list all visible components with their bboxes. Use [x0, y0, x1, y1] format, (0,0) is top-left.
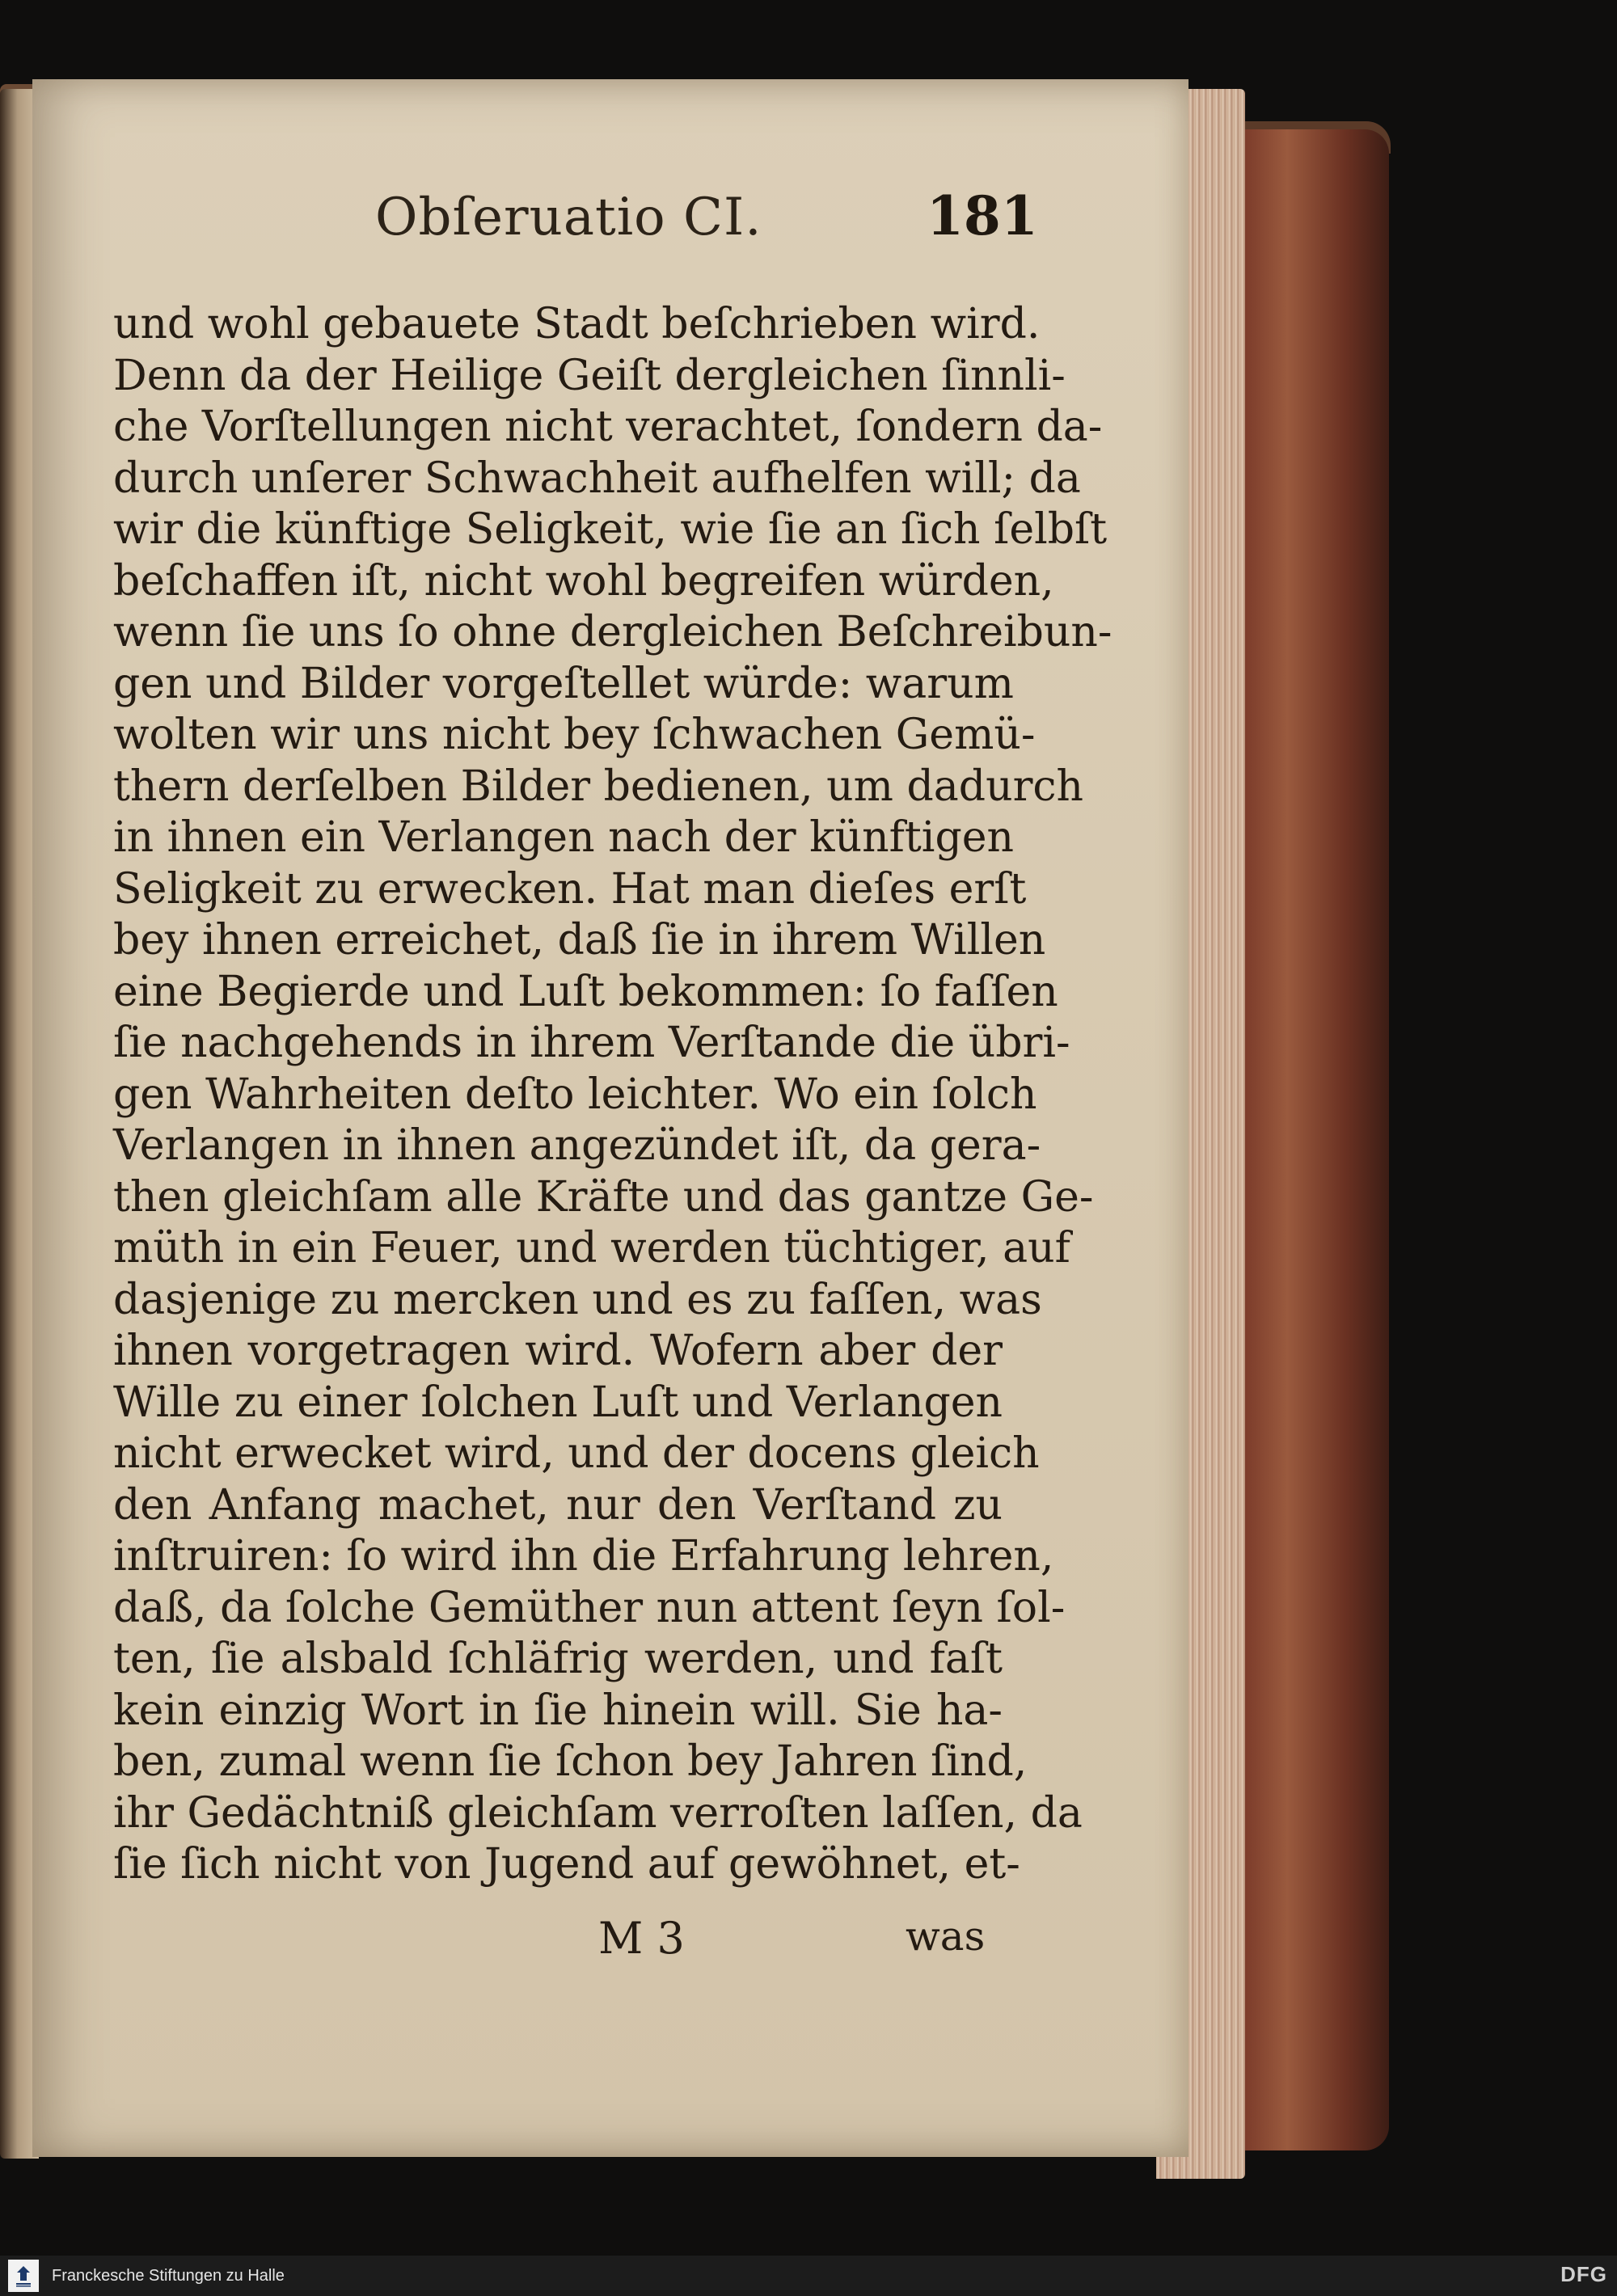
footer-bar [0, 2256, 1617, 2296]
catchword: was [906, 1913, 986, 1960]
text-line: nicht erwecket wird, und der docens gleich [113, 1429, 1040, 1478]
text-line: müth in ein Feuer, und werden tüchtiger, auf [113, 1224, 1070, 1273]
text-line: wir die künftige Seligkeit, wie ſie an ſich ſelbſt [113, 505, 1108, 554]
funder-logo: DFG [1560, 2262, 1607, 2286]
text-line: ihnen vorgetragen wird. Wofern aber der [113, 1327, 1003, 1375]
text-line: then gleichſam alle Kräfte und das gantze Ge- [113, 1172, 1094, 1222]
text-line: Seligkeit zu erwecken. Hat man dieſes erſt [113, 864, 1027, 914]
text-line: che Vorſtellungen nicht verachtet, ſondern da- [113, 403, 1103, 451]
institution-logo-icon [8, 2260, 39, 2292]
text-line: Wille zu einer ſolchen Luſt und Verlangen [113, 1378, 1003, 1427]
text-line: Verlangen in ihnen angezündet iſt, da gera- [113, 1121, 1041, 1170]
text-line: thern derſelben Bilder bedienen, um dadurch [113, 762, 1084, 811]
text-line: ſie nachgehends in ihrem Verſtande die übri- [113, 1019, 1070, 1067]
text-line: inſtruiren: ſo wird ihn die Erfahrung lehren, [113, 1532, 1054, 1581]
text-line: ſie ſich nicht von Jugend auf gewöhnet, et- [113, 1840, 1020, 1889]
text-line: dasjenige zu mercken und es zu faſſen, was [113, 1275, 1042, 1324]
text-line: wenn ſie uns ſo ohne dergleichen Beſchreibun- [113, 608, 1112, 656]
text-line: ben, zumal wenn ſie ſchon bey Jahren ſind, [113, 1737, 1028, 1786]
text-line: Denn da der Heilige Geiſt dergleichen ſinnli- [113, 351, 1066, 400]
institution-name: Franckesche Stiftungen zu Halle [52, 2266, 285, 2285]
text-line: und wohl gebauete Stadt beſchrieben wird. [113, 300, 1041, 348]
text-line: beſchaffen iſt, nicht wohl begreifen würden, [113, 556, 1054, 606]
text-line: gen und Bilder vorgeſtellet würde: warum [113, 659, 1014, 708]
text-line: daß, da ſolche Gemüther nun attent ſeyn ſol- [113, 1583, 1066, 1632]
text-line: gen Wahrheiten deſto leichter. Wo ein ſolch [113, 1070, 1037, 1119]
text-line: den Anfang machet, nur den Verſtand zu [113, 1480, 1003, 1530]
body-text [113, 299, 1112, 1891]
page-number: 181 [927, 184, 1038, 247]
text-line: in ihnen ein Verlangen nach der künftigen [113, 813, 1014, 862]
text-line: bey ihnen erreichet, daß ſie in ihrem Willen [113, 916, 1046, 964]
text-line: ihr Gedächtniß gleichſam verroſten laſſen, da [113, 1788, 1083, 1838]
text-line: kein einzig Wort in ſie hinein will. Sie ha- [113, 1686, 1003, 1735]
text-line: eine Begierde und Luſt bekommen: ſo faſſen [113, 967, 1058, 1016]
running-head: Obſeruatio CI. [375, 188, 762, 247]
text-line: wolten wir uns nicht bey ſchwachen Gemü- [113, 711, 1036, 759]
book-cover-spine [1243, 129, 1389, 2150]
text-line: ten, ſie alsbald ſchläfrig werden, und faſt [113, 1635, 1003, 1683]
text-line: durch unſerer Schwachheit aufhelfen will; da [113, 454, 1081, 503]
signature-mark: M 3 [598, 1913, 685, 1964]
